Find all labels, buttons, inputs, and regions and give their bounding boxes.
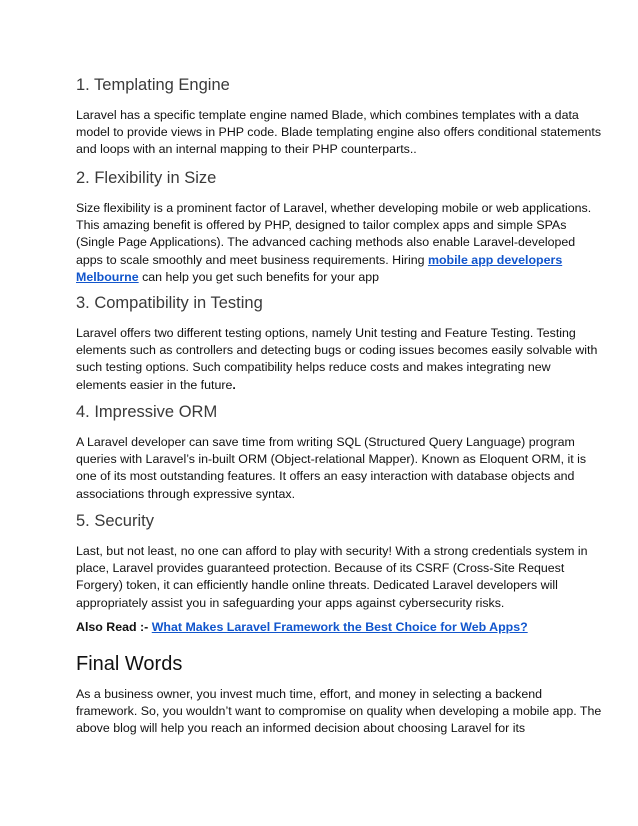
text-line: queries with Laravel’s in-built ORM (Object-relational Mapper). Known as Eloquent ORM, it is [76,452,587,467]
heading-templating-engine: 1. Templating Engine [76,76,230,94]
text-fragment: apps to scale smoothly and meet business requirements. Hiring [76,252,428,267]
text-line: This amazing benefit is offered by PHP, designed to tailor complex apps and simple SPAs [76,218,567,233]
text-line: associations through expressive syntax. [76,486,296,501]
text-line: appropriately assist you in safeguarding your apps against cybersecurity risks. [76,595,505,610]
paragraph-impressive-orm [76,434,587,503]
text-line: Laravel offers two different testing options, namely Unit testing and Feature Testing. Testing [76,326,576,340]
text-fragment: elements easier in the future [76,377,233,392]
text-fragment-bold: . [232,377,236,392]
also-read-line [76,619,566,636]
text-line [76,377,566,394]
paragraph-templating-engine [76,107,602,159]
text-line: place, Laravel provides guaranteed protection. Because of its CSRF (Cross-Site Request [76,561,565,576]
text-line: A Laravel developer can save time from writing SQL (Structured Query Language) program [76,435,575,449]
text-line [76,252,566,269]
text-line [76,619,566,636]
text-line: Last, but not least, no one can afford to play with security! With a strong credentials system in [76,544,588,558]
paragraph-compatibility-in-testing [76,325,598,394]
text-line: above blog will help you reach an informed decision about choosing Laravel for its [76,721,526,736]
text-line: such testing options. Such compatibility helps reduce costs and makes integrating new [76,360,551,375]
mobile-app-developers-link[interactable]: mobile app developers [427,252,563,267]
text-line: Size flexibility is a prominent factor of Laravel, whether developing mobile or web applications. [76,201,592,215]
heading-security: 5. Security [76,512,154,530]
melbourne-link[interactable]: Melbourne [76,269,139,284]
text-line: Laravel has a specific template engine named Blade, which combines templates with a data [76,108,579,122]
text-line: model to provide views in PHP code. Blade templating engine also offers conditional statements [76,125,602,140]
text-line: elements such as controllers and detecting bugs or coding issues becomes easily solvable with [76,343,598,358]
heading-compatibility-in-testing: 3. Compatibility in Testing [76,294,263,312]
paragraph-security [76,543,588,612]
also-read-link[interactable]: What Makes Laravel Framework the Best Choice for Web Apps? [151,620,528,634]
text-line [76,269,566,286]
text-line: and loops with an internal mapping to their PHP counterparts.. [76,142,417,157]
text-line: Forgery) token, it can efficiently handle online threats. Dedicated Laravel developers will [76,578,558,593]
heading-impressive-orm: 4. Impressive ORM [76,403,218,421]
text-line: framework. So, you wouldn’t want to compromise on quality when developing a mobile app. The [76,704,602,719]
text-line: (Single Page Applications). The advanced caching methods also enable Laravel-developed [76,235,576,250]
text-fragment: can help you get such benefits for your app [138,269,380,284]
also-read-label: Also Read :- [76,620,152,634]
text-line: As a business owner, you invest much time, effort, and money in selecting a backend [76,687,543,701]
heading-flexibility-in-size: 2. Flexibility in Size [76,169,217,187]
paragraph-flexibility-in-size [76,200,592,286]
text-line: one of its most outstanding features. It offers an easy interaction with database objects and [76,469,575,484]
paragraph-final-words [76,686,602,738]
heading-final-words: Final Words [76,653,183,675]
